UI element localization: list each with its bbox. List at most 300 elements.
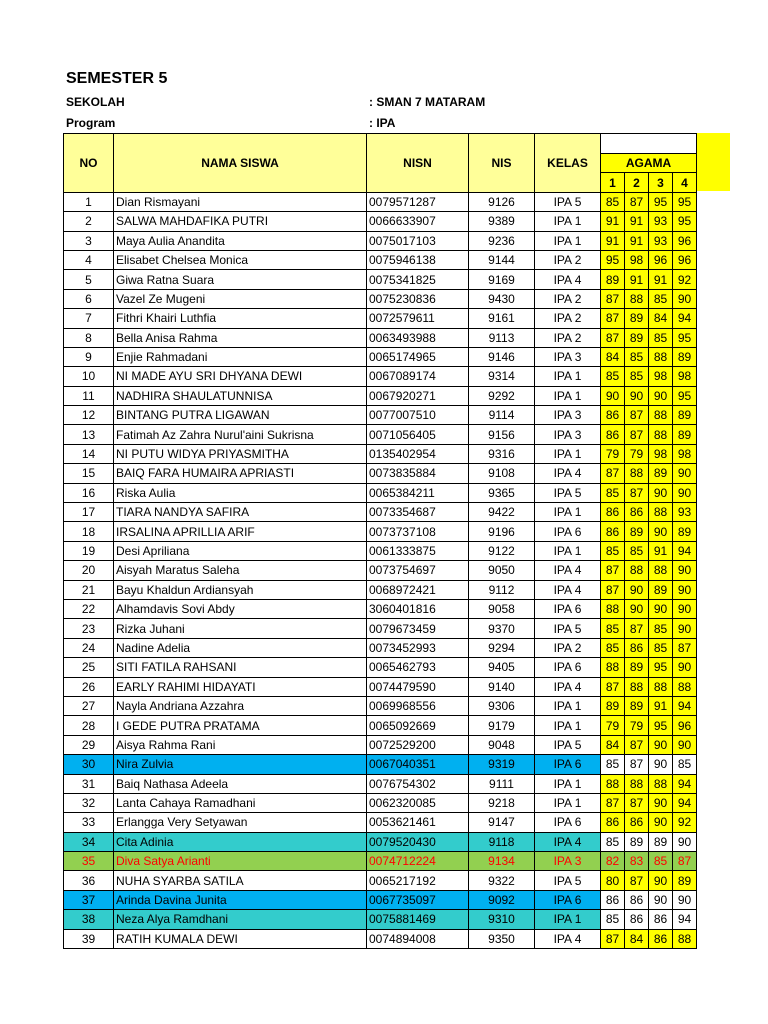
cell-agama-1[interactable]: 91 — [601, 212, 625, 231]
cell-nama[interactable]: NI MADE AYU SRI DHYANA DEWI — [114, 367, 367, 386]
cell-kelas[interactable]: IPA 4 — [535, 677, 601, 696]
table-row[interactable] — [64, 599, 697, 618]
cell-nis[interactable]: 9322 — [469, 871, 535, 890]
cell-agama-4[interactable]: 95 — [673, 386, 697, 405]
cell-nis[interactable]: 9310 — [469, 910, 535, 929]
cell-no[interactable]: 35 — [64, 852, 114, 871]
cell-agama-4[interactable]: 89 — [673, 347, 697, 366]
cell-no[interactable]: 2 — [64, 212, 114, 231]
cell-agama-2[interactable]: 88 — [625, 677, 649, 696]
cell-agama-1[interactable]: 87 — [601, 677, 625, 696]
cell-nis[interactable]: 9370 — [469, 619, 535, 638]
cell-nis[interactable]: 9422 — [469, 503, 535, 522]
table-row[interactable] — [64, 774, 697, 793]
cell-agama-1[interactable]: 82 — [601, 852, 625, 871]
cell-nisn[interactable]: 0071056405 — [367, 425, 469, 444]
cell-agama-1[interactable]: 85 — [601, 755, 625, 774]
cell-agama-1[interactable]: 86 — [601, 522, 625, 541]
cell-agama-2[interactable]: 87 — [625, 192, 649, 211]
cell-kelas[interactable]: IPA 5 — [535, 192, 601, 211]
cell-nisn[interactable]: 0079673459 — [367, 619, 469, 638]
table-row[interactable] — [64, 212, 697, 231]
cell-nisn[interactable]: 0068972421 — [367, 580, 469, 599]
cell-agama-2[interactable]: 79 — [625, 716, 649, 735]
cell-agama-3[interactable]: 93 — [649, 212, 673, 231]
cell-agama-2[interactable]: 87 — [625, 755, 649, 774]
col-header-sub-1[interactable]: 1 — [601, 173, 625, 192]
cell-nis[interactable]: 9430 — [469, 289, 535, 308]
cell-agama-4[interactable]: 90 — [673, 658, 697, 677]
cell-agama-4[interactable]: 96 — [673, 716, 697, 735]
table-row[interactable] — [64, 367, 697, 386]
cell-no[interactable]: 14 — [64, 444, 114, 463]
cell-kelas[interactable]: IPA 4 — [535, 580, 601, 599]
cell-agama-3[interactable]: 84 — [649, 309, 673, 328]
cell-nisn[interactable]: 0069968556 — [367, 696, 469, 715]
cell-nama[interactable]: BAIQ FARA HUMAIRA APRIASTI — [114, 464, 367, 483]
cell-nisn[interactable]: 0065217192 — [367, 871, 469, 890]
cell-no[interactable]: 3 — [64, 231, 114, 250]
cell-nama[interactable]: Giwa Ratna Suara — [114, 270, 367, 289]
cell-agama-1[interactable]: 88 — [601, 774, 625, 793]
cell-kelas[interactable]: IPA 6 — [535, 599, 601, 618]
cell-kelas[interactable]: IPA 1 — [535, 367, 601, 386]
cell-no[interactable]: 16 — [64, 483, 114, 502]
cell-nisn[interactable]: 0062320085 — [367, 793, 469, 812]
cell-nis[interactable]: 9114 — [469, 406, 535, 425]
cell-agama-4[interactable]: 89 — [673, 406, 697, 425]
cell-agama-1[interactable]: 87 — [601, 464, 625, 483]
cell-agama-4[interactable]: 98 — [673, 367, 697, 386]
cell-agama-4[interactable]: 96 — [673, 231, 697, 250]
cell-agama-3[interactable]: 95 — [649, 658, 673, 677]
cell-kelas[interactable]: IPA 1 — [535, 910, 601, 929]
cell-kelas[interactable]: IPA 6 — [535, 755, 601, 774]
cell-nis[interactable]: 9112 — [469, 580, 535, 599]
col-header-nis[interactable]: NIS — [469, 134, 535, 193]
cell-nis[interactable]: 9314 — [469, 367, 535, 386]
cell-agama-1[interactable]: 89 — [601, 270, 625, 289]
cell-no[interactable]: 31 — [64, 774, 114, 793]
cell-nisn[interactable]: 0065462793 — [367, 658, 469, 677]
cell-agama-3[interactable]: 85 — [649, 328, 673, 347]
cell-agama-4[interactable]: 90 — [673, 580, 697, 599]
cell-kelas[interactable]: IPA 2 — [535, 250, 601, 269]
cell-no[interactable]: 7 — [64, 309, 114, 328]
cell-agama-4[interactable]: 90 — [673, 483, 697, 502]
cell-agama-4[interactable]: 87 — [673, 638, 697, 657]
cell-nisn[interactable]: 0065092669 — [367, 716, 469, 735]
cell-nis[interactable]: 9316 — [469, 444, 535, 463]
cell-kelas[interactable]: IPA 3 — [535, 425, 601, 444]
cell-agama-1[interactable]: 85 — [601, 638, 625, 657]
cell-nis[interactable]: 9179 — [469, 716, 535, 735]
table-row[interactable] — [64, 406, 697, 425]
cell-nisn[interactable]: 0073835884 — [367, 464, 469, 483]
cell-agama-2[interactable]: 86 — [625, 813, 649, 832]
cell-nama[interactable]: Arinda Davina Junita — [114, 890, 367, 909]
cell-agama-1[interactable]: 87 — [601, 929, 625, 948]
cell-nama[interactable]: Dian Rismayani — [114, 192, 367, 211]
cell-nis[interactable]: 9048 — [469, 735, 535, 754]
cell-agama-2[interactable]: 91 — [625, 212, 649, 231]
cell-agama-2[interactable]: 85 — [625, 541, 649, 560]
cell-agama-4[interactable]: 90 — [673, 289, 697, 308]
cell-nisn[interactable]: 0061333875 — [367, 541, 469, 560]
cell-nisn[interactable]: 0075017103 — [367, 231, 469, 250]
cell-no[interactable]: 5 — [64, 270, 114, 289]
cell-nisn[interactable]: 0075230836 — [367, 289, 469, 308]
cell-agama-3[interactable]: 90 — [649, 890, 673, 909]
cell-nama[interactable]: Cita Adinia — [114, 832, 367, 851]
cell-nisn[interactable]: 0067040351 — [367, 755, 469, 774]
cell-nisn[interactable]: 0077007510 — [367, 406, 469, 425]
cell-agama-2[interactable]: 86 — [625, 890, 649, 909]
cell-agama-4[interactable]: 95 — [673, 192, 697, 211]
cell-kelas[interactable]: IPA 4 — [535, 270, 601, 289]
cell-nama[interactable]: RATIH KUMALA DEWI — [114, 929, 367, 948]
cell-nisn[interactable]: 0075946138 — [367, 250, 469, 269]
cell-agama-3[interactable]: 95 — [649, 716, 673, 735]
cell-nama[interactable]: Neza Alya Ramdhani — [114, 910, 367, 929]
cell-agama-4[interactable]: 94 — [673, 793, 697, 812]
cell-no[interactable]: 9 — [64, 347, 114, 366]
cell-agama-1[interactable]: 80 — [601, 871, 625, 890]
cell-agama-1[interactable]: 95 — [601, 250, 625, 269]
cell-nisn[interactable]: 0135402954 — [367, 444, 469, 463]
col-header-sub-3[interactable]: 3 — [649, 173, 673, 192]
cell-agama-3[interactable]: 88 — [649, 347, 673, 366]
cell-agama-2[interactable]: 86 — [625, 503, 649, 522]
cell-agama-1[interactable]: 85 — [601, 367, 625, 386]
cell-agama-2[interactable]: 88 — [625, 774, 649, 793]
cell-kelas[interactable]: IPA 6 — [535, 813, 601, 832]
col-header-top-blank[interactable] — [601, 134, 697, 154]
cell-agama-2[interactable]: 86 — [625, 638, 649, 657]
cell-agama-1[interactable]: 87 — [601, 309, 625, 328]
cell-nisn[interactable]: 0075881469 — [367, 910, 469, 929]
cell-agama-2[interactable]: 88 — [625, 289, 649, 308]
cell-kelas[interactable]: IPA 1 — [535, 386, 601, 405]
cell-nis[interactable]: 9169 — [469, 270, 535, 289]
cell-nama[interactable]: Nadine Adelia — [114, 638, 367, 657]
cell-nama[interactable]: NADHIRA SHAULATUNNISA — [114, 386, 367, 405]
cell-kelas[interactable]: IPA 1 — [535, 793, 601, 812]
cell-nama[interactable]: Bella Anisa Rahma — [114, 328, 367, 347]
cell-nis[interactable]: 9389 — [469, 212, 535, 231]
cell-agama-2[interactable]: 87 — [625, 793, 649, 812]
cell-agama-4[interactable]: 87 — [673, 852, 697, 871]
cell-agama-2[interactable]: 89 — [625, 328, 649, 347]
cell-no[interactable]: 17 — [64, 503, 114, 522]
cell-nisn[interactable]: 0067735097 — [367, 890, 469, 909]
cell-agama-3[interactable]: 90 — [649, 386, 673, 405]
cell-agama-4[interactable]: 90 — [673, 735, 697, 754]
cell-agama-2[interactable]: 89 — [625, 658, 649, 677]
cell-agama-3[interactable]: 93 — [649, 231, 673, 250]
cell-agama-3[interactable]: 90 — [649, 599, 673, 618]
cell-agama-3[interactable]: 90 — [649, 483, 673, 502]
cell-agama-2[interactable]: 89 — [625, 309, 649, 328]
table-row[interactable] — [64, 464, 697, 483]
cell-agama-4[interactable]: 94 — [673, 774, 697, 793]
cell-agama-4[interactable]: 92 — [673, 813, 697, 832]
cell-agama-3[interactable]: 86 — [649, 929, 673, 948]
cell-agama-1[interactable]: 89 — [601, 696, 625, 715]
cell-no[interactable]: 24 — [64, 638, 114, 657]
cell-kelas[interactable]: IPA 5 — [535, 619, 601, 638]
cell-agama-3[interactable]: 88 — [649, 406, 673, 425]
cell-nisn[interactable]: 0075341825 — [367, 270, 469, 289]
table-row[interactable] — [64, 503, 697, 522]
cell-agama-1[interactable]: 84 — [601, 347, 625, 366]
cell-agama-4[interactable]: 94 — [673, 910, 697, 929]
cell-agama-1[interactable]: 88 — [601, 599, 625, 618]
cell-nisn[interactable]: 0073452993 — [367, 638, 469, 657]
table-row[interactable] — [64, 813, 697, 832]
cell-no[interactable]: 23 — [64, 619, 114, 638]
cell-nisn[interactable]: 0067089174 — [367, 367, 469, 386]
cell-nisn[interactable]: 0079571287 — [367, 192, 469, 211]
cell-nama[interactable]: Diva Satya Arianti — [114, 852, 367, 871]
cell-agama-3[interactable]: 88 — [649, 561, 673, 580]
cell-nis[interactable]: 9161 — [469, 309, 535, 328]
cell-no[interactable]: 12 — [64, 406, 114, 425]
cell-nisn[interactable]: 0073354687 — [367, 503, 469, 522]
cell-agama-3[interactable]: 96 — [649, 250, 673, 269]
cell-agama-2[interactable]: 91 — [625, 270, 649, 289]
cell-kelas[interactable]: IPA 5 — [535, 871, 601, 890]
cell-agama-3[interactable]: 88 — [649, 503, 673, 522]
table-row[interactable] — [64, 328, 697, 347]
table-row[interactable] — [64, 619, 697, 638]
cell-no[interactable]: 34 — [64, 832, 114, 851]
cell-agama-1[interactable]: 85 — [601, 192, 625, 211]
cell-agama-4[interactable]: 90 — [673, 599, 697, 618]
cell-nisn[interactable]: 0063493988 — [367, 328, 469, 347]
cell-nama[interactable]: Riska Aulia — [114, 483, 367, 502]
cell-agama-1[interactable]: 79 — [601, 444, 625, 463]
cell-agama-3[interactable]: 90 — [649, 871, 673, 890]
cell-kelas[interactable]: IPA 4 — [535, 929, 601, 948]
cell-agama-4[interactable]: 90 — [673, 561, 697, 580]
cell-no[interactable]: 28 — [64, 716, 114, 735]
table-row[interactable] — [64, 231, 697, 250]
cell-nisn[interactable]: 0066633907 — [367, 212, 469, 231]
cell-no[interactable]: 11 — [64, 386, 114, 405]
cell-agama-1[interactable]: 85 — [601, 483, 625, 502]
table-row[interactable] — [64, 192, 697, 211]
col-header-kelas[interactable]: KELAS — [535, 134, 601, 193]
cell-no[interactable]: 25 — [64, 658, 114, 677]
cell-agama-3[interactable]: 98 — [649, 444, 673, 463]
cell-nama[interactable]: Fithri Khairi Luthfia — [114, 309, 367, 328]
cell-agama-2[interactable]: 83 — [625, 852, 649, 871]
cell-agama-4[interactable]: 94 — [673, 541, 697, 560]
cell-nis[interactable]: 9111 — [469, 774, 535, 793]
cell-agama-4[interactable]: 92 — [673, 270, 697, 289]
cell-nama[interactable]: I GEDE PUTRA PRATAMA — [114, 716, 367, 735]
cell-agama-4[interactable]: 85 — [673, 755, 697, 774]
cell-no[interactable]: 8 — [64, 328, 114, 347]
cell-nama[interactable]: TIARA NANDYA SAFIRA — [114, 503, 367, 522]
cell-nama[interactable]: Desi Apriliana — [114, 541, 367, 560]
cell-no[interactable]: 20 — [64, 561, 114, 580]
cell-nisn[interactable]: 0053621461 — [367, 813, 469, 832]
table-row[interactable] — [64, 347, 697, 366]
table-row[interactable] — [64, 696, 697, 715]
cell-nama[interactable]: Enjie Rahmadani — [114, 347, 367, 366]
cell-agama-3[interactable]: 86 — [649, 910, 673, 929]
table-row[interactable] — [64, 658, 697, 677]
cell-kelas[interactable]: IPA 5 — [535, 483, 601, 502]
table-row[interactable] — [64, 309, 697, 328]
cell-kelas[interactable]: IPA 4 — [535, 832, 601, 851]
cell-nisn[interactable]: 0074894008 — [367, 929, 469, 948]
cell-kelas[interactable]: IPA 1 — [535, 774, 601, 793]
cell-agama-1[interactable]: 86 — [601, 890, 625, 909]
cell-agama-4[interactable]: 90 — [673, 832, 697, 851]
cell-nama[interactable]: Aisyah Maratus Saleha — [114, 561, 367, 580]
cell-kelas[interactable]: IPA 2 — [535, 309, 601, 328]
cell-nis[interactable]: 9118 — [469, 832, 535, 851]
cell-agama-1[interactable]: 86 — [601, 406, 625, 425]
cell-nis[interactable]: 9196 — [469, 522, 535, 541]
cell-nama[interactable]: NI PUTU WIDYA PRIYASMITHA — [114, 444, 367, 463]
cell-nisn[interactable]: 0065174965 — [367, 347, 469, 366]
cell-no[interactable]: 13 — [64, 425, 114, 444]
cell-agama-2[interactable]: 89 — [625, 832, 649, 851]
cell-agama-1[interactable]: 87 — [601, 793, 625, 812]
cell-no[interactable]: 18 — [64, 522, 114, 541]
cell-agama-2[interactable]: 90 — [625, 386, 649, 405]
cell-agama-1[interactable]: 87 — [601, 580, 625, 599]
cell-agama-2[interactable]: 87 — [625, 483, 649, 502]
cell-nama[interactable]: BINTANG PUTRA LIGAWAN — [114, 406, 367, 425]
cell-agama-2[interactable]: 86 — [625, 910, 649, 929]
cell-agama-3[interactable]: 89 — [649, 832, 673, 851]
table-row[interactable] — [64, 871, 697, 890]
cell-agama-2[interactable]: 85 — [625, 347, 649, 366]
cell-agama-4[interactable]: 89 — [673, 871, 697, 890]
cell-agama-2[interactable]: 98 — [625, 250, 649, 269]
cell-agama-3[interactable]: 85 — [649, 619, 673, 638]
table-row[interactable] — [64, 425, 697, 444]
cell-kelas[interactable]: IPA 2 — [535, 638, 601, 657]
cell-nisn[interactable]: 0065384211 — [367, 483, 469, 502]
cell-kelas[interactable]: IPA 1 — [535, 212, 601, 231]
table-row[interactable] — [64, 793, 697, 812]
cell-kelas[interactable]: IPA 4 — [535, 464, 601, 483]
cell-agama-2[interactable]: 84 — [625, 929, 649, 948]
table-row[interactable] — [64, 735, 697, 754]
cell-nis[interactable]: 9126 — [469, 192, 535, 211]
cell-nama[interactable]: Aisya Rahma Rani — [114, 735, 367, 754]
cell-no[interactable]: 36 — [64, 871, 114, 890]
cell-agama-3[interactable]: 91 — [649, 696, 673, 715]
cell-nama[interactable]: Nira Zulvia — [114, 755, 367, 774]
cell-agama-3[interactable]: 85 — [649, 289, 673, 308]
table-row[interactable] — [64, 580, 697, 599]
cell-nama[interactable]: Vazel Ze Mugeni — [114, 289, 367, 308]
cell-nis[interactable]: 9146 — [469, 347, 535, 366]
cell-kelas[interactable]: IPA 2 — [535, 328, 601, 347]
cell-nama[interactable]: SITI FATILA RAHSANI — [114, 658, 367, 677]
cell-agama-3[interactable]: 90 — [649, 793, 673, 812]
cell-nis[interactable]: 9365 — [469, 483, 535, 502]
cell-nisn[interactable]: 0074479590 — [367, 677, 469, 696]
cell-agama-2[interactable]: 90 — [625, 599, 649, 618]
cell-agama-3[interactable]: 91 — [649, 270, 673, 289]
cell-agama-1[interactable]: 79 — [601, 716, 625, 735]
cell-agama-1[interactable]: 87 — [601, 561, 625, 580]
cell-kelas[interactable]: IPA 6 — [535, 658, 601, 677]
cell-agama-3[interactable]: 90 — [649, 755, 673, 774]
table-row[interactable] — [64, 852, 697, 871]
cell-agama-2[interactable]: 89 — [625, 696, 649, 715]
cell-no[interactable]: 27 — [64, 696, 114, 715]
cell-agama-1[interactable]: 86 — [601, 813, 625, 832]
cell-no[interactable]: 22 — [64, 599, 114, 618]
cell-agama-1[interactable]: 85 — [601, 910, 625, 929]
cell-agama-1[interactable]: 86 — [601, 503, 625, 522]
cell-nis[interactable]: 9236 — [469, 231, 535, 250]
cell-agama-4[interactable]: 90 — [673, 890, 697, 909]
cell-no[interactable]: 6 — [64, 289, 114, 308]
cell-nis[interactable]: 9122 — [469, 541, 535, 560]
cell-no[interactable]: 30 — [64, 755, 114, 774]
cell-agama-1[interactable]: 87 — [601, 289, 625, 308]
cell-agama-3[interactable]: 91 — [649, 541, 673, 560]
cell-nama[interactable]: Erlangga Very Setyawan — [114, 813, 367, 832]
cell-nis[interactable]: 9156 — [469, 425, 535, 444]
table-row[interactable] — [64, 522, 697, 541]
cell-agama-1[interactable]: 86 — [601, 425, 625, 444]
cell-agama-2[interactable]: 91 — [625, 231, 649, 250]
cell-kelas[interactable]: IPA 2 — [535, 289, 601, 308]
cell-agama-1[interactable]: 87 — [601, 328, 625, 347]
cell-agama-4[interactable]: 89 — [673, 425, 697, 444]
cell-nis[interactable]: 9306 — [469, 696, 535, 715]
cell-agama-1[interactable]: 85 — [601, 541, 625, 560]
cell-agama-3[interactable]: 89 — [649, 580, 673, 599]
col-header-sub-4[interactable]: 4 — [673, 173, 697, 192]
cell-kelas[interactable]: IPA 1 — [535, 444, 601, 463]
cell-nisn[interactable]: 0067920271 — [367, 386, 469, 405]
cell-agama-3[interactable]: 89 — [649, 464, 673, 483]
cell-nama[interactable]: SALWA MAHDAFIKA PUTRI — [114, 212, 367, 231]
cell-agama-2[interactable]: 89 — [625, 522, 649, 541]
table-row[interactable] — [64, 483, 697, 502]
cell-agama-3[interactable]: 85 — [649, 852, 673, 871]
cell-nama[interactable]: Maya Aulia Anandita — [114, 231, 367, 250]
cell-nis[interactable]: 9218 — [469, 793, 535, 812]
col-header-nisn[interactable]: NISN — [367, 134, 469, 193]
cell-agama-4[interactable]: 93 — [673, 503, 697, 522]
table-row[interactable] — [64, 929, 697, 948]
cell-agama-2[interactable]: 87 — [625, 735, 649, 754]
cell-nisn[interactable]: 0076754302 — [367, 774, 469, 793]
cell-agama-1[interactable]: 85 — [601, 832, 625, 851]
cell-nis[interactable]: 9108 — [469, 464, 535, 483]
cell-agama-1[interactable]: 88 — [601, 658, 625, 677]
table-row[interactable] — [64, 289, 697, 308]
cell-kelas[interactable]: IPA 3 — [535, 406, 601, 425]
table-row[interactable] — [64, 541, 697, 560]
cell-no[interactable]: 4 — [64, 250, 114, 269]
cell-nis[interactable]: 9405 — [469, 658, 535, 677]
table-row[interactable] — [64, 561, 697, 580]
